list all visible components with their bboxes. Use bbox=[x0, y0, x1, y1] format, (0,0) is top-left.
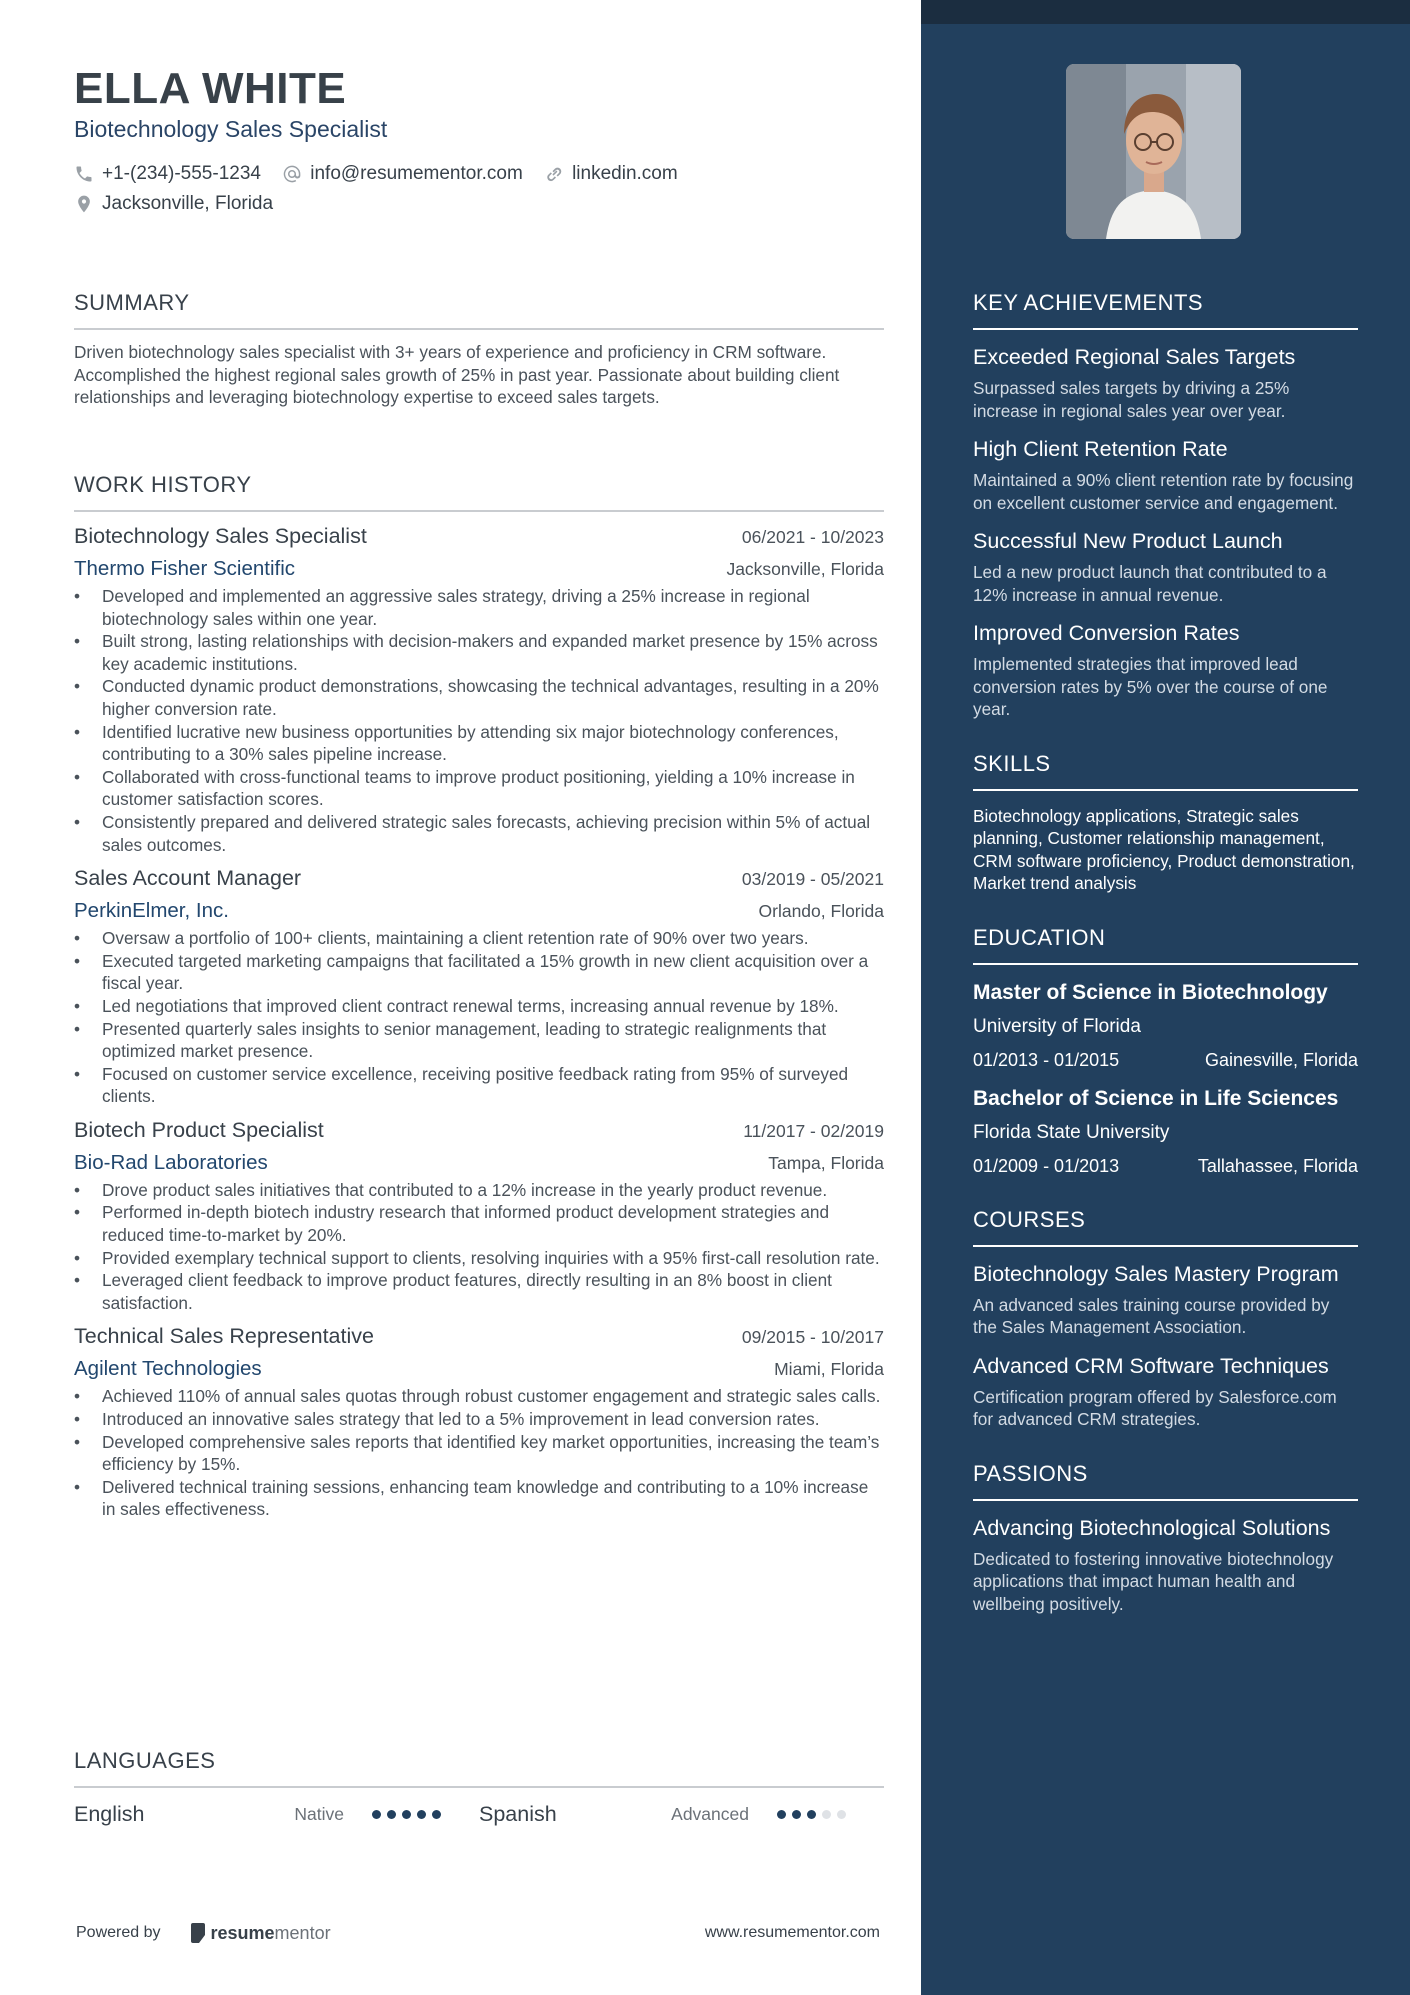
divider bbox=[973, 789, 1358, 791]
job-company: Thermo Fisher Scientific bbox=[74, 557, 296, 580]
job-subheader bbox=[74, 1357, 884, 1381]
education-school: University of Florida bbox=[973, 1015, 1141, 1037]
powered-by-label: Powered by bbox=[76, 1924, 161, 1941]
job-location: Jacksonville, Florida bbox=[726, 559, 884, 579]
job-bullet: • Focused on customer service excellence, receiving positive feedback rating from 95% of surveyed clients. bbox=[74, 1063, 884, 1108]
education-location: Gainesville, Florida bbox=[1204, 1049, 1358, 1070]
divider bbox=[973, 963, 1358, 965]
divider bbox=[973, 328, 1358, 330]
achievements-item-desc: Led a new product launch that contributed to a 12% increase in annual revenue. bbox=[973, 562, 1327, 605]
job-header bbox=[74, 1118, 884, 1143]
courses-item-title: Advanced CRM Software Techniques bbox=[973, 1353, 1329, 1378]
courses-item bbox=[973, 1261, 1358, 1339]
summary-section bbox=[74, 290, 884, 409]
achievements-item bbox=[973, 620, 1358, 721]
courses-item-title: Biotechnology Sales Mastery Program bbox=[973, 1261, 1339, 1286]
job-bullet: • Provided exemplary technical support to clients, resolving inquiries with a 95% first-call resolution rate. bbox=[74, 1247, 884, 1270]
proficiency-dot-filled bbox=[792, 1810, 801, 1819]
achievements-item bbox=[973, 436, 1358, 514]
job-bullet: • Developed and implemented an aggressive sales strategy, driving a 25% increase in regional biotechnology sales within one year. bbox=[74, 585, 884, 630]
education-meta bbox=[973, 1050, 1358, 1071]
location-text: Jacksonville, Florida bbox=[102, 193, 274, 214]
proficiency-dot-filled bbox=[402, 1810, 411, 1819]
proficiency-dot-filled bbox=[417, 1810, 426, 1819]
job-bullet: • Built strong, lasting relationships with decision-makers and expanded market presence by 15% across key academic institutions. bbox=[74, 630, 884, 675]
job-bullet: • Introduced an innovative sales strategy that led to a 5% improvement in lead conversion rates. bbox=[74, 1408, 884, 1431]
passions-item-title: Advancing Biotechnological Solutions bbox=[973, 1515, 1331, 1540]
job-bullet: • Presented quarterly sales insights to senior management, leading to strategic realignments that optimized market presence. bbox=[74, 1018, 884, 1063]
achievements-item-title: Exceeded Regional Sales Targets bbox=[973, 345, 1296, 369]
work-history-title: WORK HISTORY bbox=[74, 472, 252, 497]
proficiency-dot-filled bbox=[777, 1810, 786, 1819]
education-section bbox=[973, 925, 1358, 1177]
job-bullet: • Conducted dynamic product demonstrations, showcasing the technical advantages, resulting in a 20% higher conversion rate. bbox=[74, 675, 884, 720]
proficiency-dot-filled bbox=[372, 1810, 381, 1819]
job-company: Bio-Rad Laboratories bbox=[74, 1150, 268, 1174]
brand-bold: resume bbox=[210, 1922, 275, 1943]
job-dates: 06/2021 - 10/2023 bbox=[741, 527, 884, 547]
language-item bbox=[479, 1802, 884, 1827]
languages-title: LANGUAGES bbox=[74, 1748, 216, 1773]
language-level: Native bbox=[294, 1803, 344, 1824]
job-entry bbox=[74, 1324, 884, 1521]
courses-item-desc: An advanced sales training course provided by the Sales Management Association. bbox=[973, 1294, 1330, 1337]
education-dates: 01/2013 - 01/2015 bbox=[973, 1049, 1120, 1070]
job-subheader bbox=[74, 1151, 884, 1175]
job-title: Biotechnology Sales Specialist bbox=[74, 524, 367, 548]
summary-text: Driven biotechnology sales specialist with 3+ years of experience and proficiency in CRM software. Accomplished the highest regional sales growth of 25% in past year. Passionate about building client relationships and leveraging biotechnology expertise to exceed sales targets. bbox=[74, 342, 840, 407]
achievements-item-title: High Client Retention Rate bbox=[973, 437, 1228, 461]
education-dates: 01/2009 - 01/2013 bbox=[973, 1155, 1120, 1176]
job-bullet: • Oversaw a portfolio of 100+ clients, maintaining a client retention rate of 90% over two years. bbox=[74, 927, 884, 950]
proficiency-dot-filled bbox=[387, 1810, 396, 1819]
achievements-item-desc: Maintained a 90% client retention rate by focusing on excellent customer service and engagement. bbox=[973, 470, 1354, 513]
proficiency-dot-empty bbox=[837, 1810, 846, 1819]
achievements-item-title: Improved Conversion Rates bbox=[973, 621, 1240, 645]
work-history-section bbox=[74, 472, 884, 1521]
website-link[interactable]: www.resumementor.com bbox=[704, 1924, 880, 1941]
education-school: Florida State University bbox=[973, 1121, 1170, 1143]
sidebar-content bbox=[973, 290, 1358, 1645]
contact-email[interactable] bbox=[282, 160, 523, 188]
achievements-item-desc: Surpassed sales targets by driving a 25% increase in regional sales year over year. bbox=[973, 378, 1290, 421]
contact-location bbox=[74, 190, 273, 218]
powered-by bbox=[76, 1923, 331, 1944]
passions-section bbox=[973, 1461, 1358, 1616]
job-bullet: • Led negotiations that improved client contract renewal terms, increasing annual revenue by 18%. bbox=[74, 995, 884, 1018]
job-subheader bbox=[74, 899, 884, 923]
divider bbox=[74, 328, 884, 330]
education-title: EDUCATION bbox=[973, 924, 1106, 950]
divider bbox=[74, 1786, 884, 1788]
job-location: Tampa, Florida bbox=[768, 1152, 884, 1173]
achievements-title: KEY ACHIEVEMENTS bbox=[973, 290, 1204, 315]
achievement-list bbox=[973, 344, 1358, 721]
language-name: English bbox=[74, 1801, 145, 1826]
sidebar bbox=[921, 0, 1410, 1995]
job-bullets bbox=[74, 1385, 884, 1521]
courses-section bbox=[973, 1207, 1358, 1431]
job-list bbox=[74, 524, 884, 1521]
proficiency-dot-empty bbox=[822, 1810, 831, 1819]
courses-title: COURSES bbox=[973, 1206, 1086, 1232]
education-list bbox=[973, 979, 1358, 1177]
job-bullet: • Developed comprehensive sales reports that identified key market opportunities, increasing the team’s efficiency by 15%. bbox=[74, 1431, 884, 1476]
contact-linkedin[interactable] bbox=[544, 160, 678, 188]
portrait-image bbox=[1066, 64, 1241, 239]
courses-item-desc: Certification program offered by Salesforce.com for advanced CRM strategies. bbox=[973, 1386, 1337, 1429]
achievements-item-desc: Implemented strategies that improved lead conversion rates by 5% over the course of one year. bbox=[973, 654, 1328, 719]
achievements-item bbox=[973, 344, 1358, 422]
proficiency-dots bbox=[372, 1810, 447, 1819]
skills-section bbox=[973, 751, 1358, 895]
job-header bbox=[74, 866, 884, 891]
proficiency-dot-filled bbox=[807, 1810, 816, 1819]
job-bullets bbox=[74, 1179, 884, 1315]
phone-text: +1-(234)-555-1234 bbox=[102, 163, 261, 184]
education-location: Tallahassee, Florida bbox=[1197, 1155, 1358, 1176]
passions-item-desc: Dedicated to fostering innovative biotechnology applications that impact human health and wellbeing positively. bbox=[973, 1548, 1334, 1614]
job-bullet: • Delivered technical training sessions, enhancing team knowledge and contributing to a 10% increase in sales effectiveness. bbox=[74, 1476, 884, 1521]
contact-info bbox=[74, 160, 884, 220]
profile-photo bbox=[1066, 64, 1241, 239]
education-item bbox=[973, 1085, 1358, 1177]
sidebar-top-band bbox=[921, 0, 1410, 24]
at-icon bbox=[282, 164, 302, 184]
summary-title: SUMMARY bbox=[74, 290, 190, 315]
job-dates: 11/2017 - 02/2019 bbox=[743, 1120, 884, 1141]
job-bullet: • Drove product sales initiatives that contributed to a 12% increase in the yearly product revenue. bbox=[74, 1179, 884, 1202]
email-text: info@resumementor.com bbox=[310, 163, 523, 184]
languages-section bbox=[74, 1748, 884, 1828]
education-meta bbox=[973, 1156, 1358, 1177]
achievements-item bbox=[973, 528, 1358, 606]
job-entry bbox=[74, 1118, 884, 1315]
candidate-name: ELLA WHITE bbox=[74, 64, 347, 113]
location-pin-icon bbox=[74, 194, 94, 214]
job-subheader bbox=[74, 557, 884, 581]
resumementor-logo-icon bbox=[191, 1923, 205, 1943]
divider bbox=[973, 1499, 1358, 1501]
phone-icon bbox=[74, 164, 94, 184]
job-title: Biotech Product Specialist bbox=[74, 1117, 324, 1142]
footer bbox=[76, 1918, 880, 1948]
divider bbox=[74, 510, 884, 512]
passions-item bbox=[973, 1515, 1358, 1616]
brand-light: mentor bbox=[274, 1922, 331, 1943]
proficiency-dot-filled bbox=[432, 1810, 441, 1819]
education-degree: Bachelor of Science in Life Sciences bbox=[973, 1086, 1339, 1110]
job-bullets bbox=[74, 927, 884, 1108]
job-dates: 09/2015 - 10/2017 bbox=[741, 1327, 884, 1348]
job-company: Agilent Technologies bbox=[74, 1357, 262, 1381]
job-bullet: • Collaborated with cross-functional teams to improve product positioning, yielding a 10% increase in customer satisfaction scores. bbox=[74, 766, 884, 811]
job-header bbox=[74, 1324, 884, 1349]
language-name: Spanish bbox=[479, 1801, 557, 1826]
job-company: PerkinElmer, Inc. bbox=[74, 899, 229, 923]
achievements-section bbox=[973, 290, 1358, 721]
passions-title: PASSIONS bbox=[973, 1460, 1088, 1486]
job-header bbox=[74, 524, 884, 549]
education-item bbox=[973, 979, 1358, 1071]
job-entry bbox=[74, 524, 884, 856]
job-bullets bbox=[74, 585, 884, 856]
job-bullet: • Identified lucrative new business opportunities by attending six major biotechnology conferences, contributing to a 30% sales pipeline increase. bbox=[74, 721, 884, 766]
job-bullet: • Consistently prepared and delivered strategic sales forecasts, achieving precision within 5% of actual sales outcomes. bbox=[74, 811, 884, 856]
course-list bbox=[973, 1261, 1358, 1431]
job-location: Miami, Florida bbox=[774, 1359, 884, 1380]
education-degree: Master of Science in Biotechnology bbox=[973, 980, 1328, 1004]
job-bullet: • Leveraged client feedback to improve product features, directly resulting in an 8% boost in client satisfaction. bbox=[74, 1269, 884, 1314]
job-bullet: • Executed targeted marketing campaigns that facilitated a 15% growth in new client acquisition over a fiscal year. bbox=[74, 950, 884, 995]
skills-text: Biotechnology applications, Strategic sales planning, Customer relationship management, CRM software proficiency, Product demonstration, Market trend analysis bbox=[973, 805, 1355, 893]
job-location: Orlando, Florida bbox=[758, 901, 884, 922]
achievements-item-title: Successful New Product Launch bbox=[973, 529, 1283, 553]
skills-title: SKILLS bbox=[973, 750, 1051, 776]
candidate-role: Biotechnology Sales Specialist bbox=[74, 116, 388, 142]
proficiency-dots bbox=[777, 1810, 852, 1819]
passion-list bbox=[973, 1515, 1358, 1616]
contact-phone[interactable] bbox=[74, 160, 261, 188]
link-icon bbox=[544, 164, 564, 184]
brand-logo[interactable] bbox=[191, 1923, 331, 1944]
job-title: Sales Account Manager bbox=[74, 866, 302, 891]
job-bullet: • Achieved 110% of annual sales quotas through robust customer engagement and strategic sales calls. bbox=[74, 1385, 884, 1408]
job-dates: 03/2019 - 05/2021 bbox=[741, 869, 884, 890]
job-title: Technical Sales Representative bbox=[74, 1324, 374, 1349]
job-bullet: • Performed in-depth biotech industry research that informed product development strategies and reduced time-to-market by 20%. bbox=[74, 1201, 884, 1246]
linkedin-text: linkedin.com bbox=[572, 163, 678, 184]
divider bbox=[973, 1245, 1358, 1247]
language-item bbox=[74, 1802, 479, 1827]
courses-item bbox=[973, 1353, 1358, 1431]
language-list bbox=[74, 1800, 884, 1828]
job-entry bbox=[74, 866, 884, 1108]
language-level: Advanced bbox=[671, 1803, 749, 1824]
